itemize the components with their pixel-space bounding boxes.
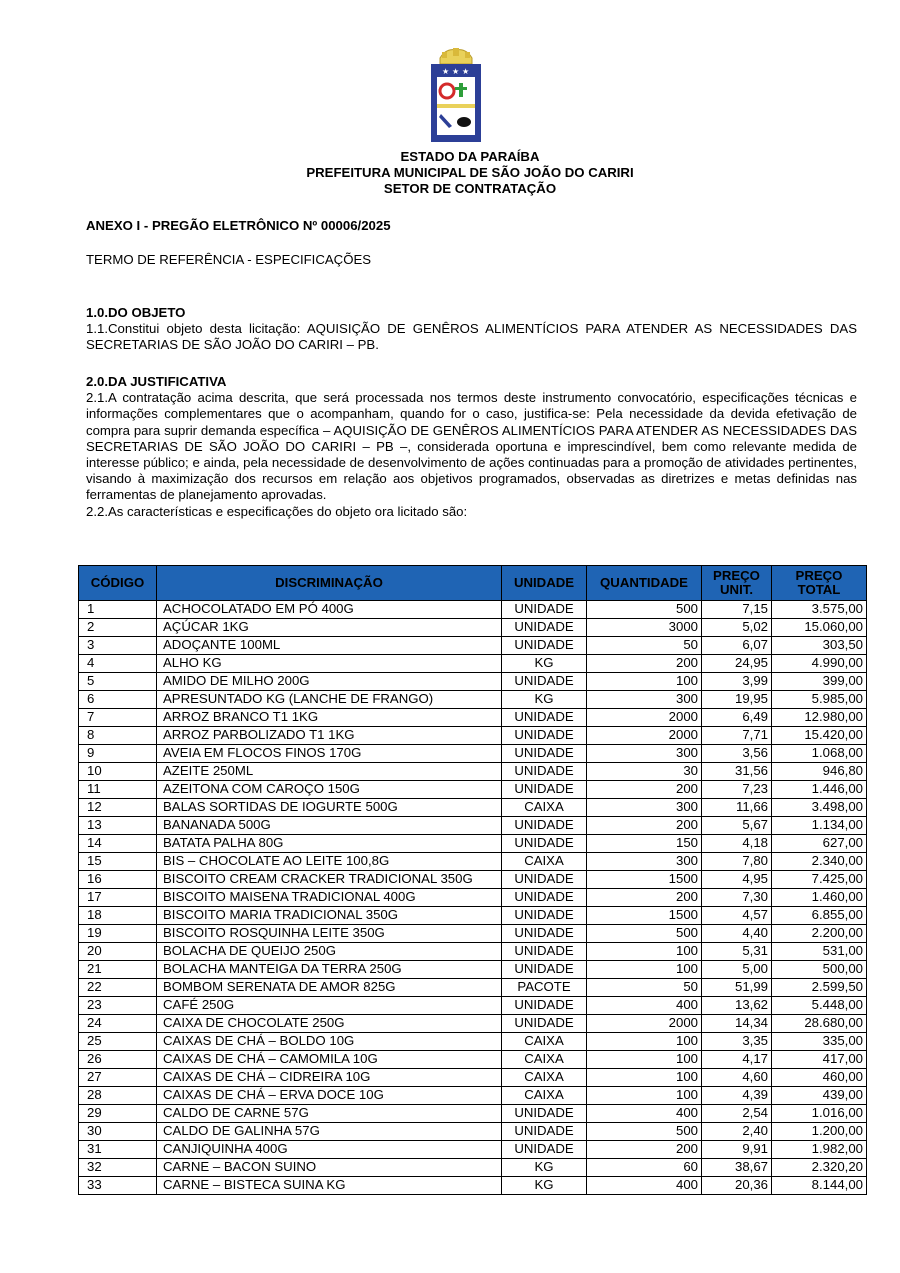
table-row [79,835,867,853]
cell-code: 15 [79,853,157,871]
table-row [79,1069,867,1087]
cell-unit: CAIXA [502,853,587,871]
cell-quantity: 200 [587,889,702,907]
cell-unit-price: 9,91 [702,1141,772,1159]
cell-total-price: 439,00 [772,1087,867,1105]
cell-unit: UNIDADE [502,889,587,907]
cell-code: 33 [79,1177,157,1195]
termo-title: TERMO DE REFERÊNCIA - ESPECIFICAÇÕES [86,252,372,267]
cell-unit: UNIDADE [502,673,587,691]
cell-description: CAIXAS DE CHÁ – CIDREIRA 10G [157,1069,502,1087]
cell-unit-price: 6,49 [702,709,772,727]
cell-quantity: 100 [587,1051,702,1069]
cell-code: 32 [79,1159,157,1177]
cell-quantity: 300 [587,745,702,763]
column-header: PREÇO TOTAL [772,566,867,601]
table-row [79,691,867,709]
cell-unit: UNIDADE [502,997,587,1015]
cell-code: 3 [79,637,157,655]
column-header: UNIDADE [502,566,587,601]
cell-quantity: 500 [587,1123,702,1141]
cell-code: 8 [79,727,157,745]
cell-unit-price: 5,67 [702,817,772,835]
cell-total-price: 946,80 [772,763,867,781]
section-objeto-text: 1.1.Constitui objeto desta licitação: AQUISIÇÃO DE GENÊROS ALIMENTÍCIOS PARA ATENDER AS NECESSIDADES DAS SECRETARIAS DE SÃO JOÃO DO CARIRI – PB. [86,321,857,353]
municipal-crest-icon [428,44,484,144]
cell-unit-price: 38,67 [702,1159,772,1177]
table-row [79,655,867,673]
cell-total-price: 12.980,00 [772,709,867,727]
cell-unit: UNIDADE [502,709,587,727]
cell-unit: UNIDADE [502,1141,587,1159]
table-row [79,961,867,979]
section-justificativa-text2: 2.2.As características e especificações do objeto ora licitado são: [86,503,468,519]
cell-quantity: 300 [587,853,702,871]
cell-total-price: 1.460,00 [772,889,867,907]
cell-total-price: 1.446,00 [772,781,867,799]
cell-description: BISCOITO MAISENA TRADICIONAL 400G [157,889,502,907]
cell-code: 22 [79,979,157,997]
cell-unit: UNIDADE [502,1105,587,1123]
cell-unit: UNIDADE [502,745,587,763]
cell-unit-price: 51,99 [702,979,772,997]
cell-quantity: 2000 [587,709,702,727]
cell-total-price: 3.575,00 [772,601,867,619]
cell-quantity: 1500 [587,907,702,925]
cell-total-price: 2.599,50 [772,979,867,997]
cell-code: 23 [79,997,157,1015]
table-row [79,1141,867,1159]
cell-code: 2 [79,619,157,637]
cell-description: ALHO KG [157,655,502,673]
column-header: DISCRIMINAÇÃO [157,566,502,601]
cell-description: ARROZ PARBOLIZADO T1 1KG [157,727,502,745]
cell-code: 17 [79,889,157,907]
cell-unit-price: 7,30 [702,889,772,907]
cell-unit-price: 13,62 [702,997,772,1015]
cell-description: AZEITONA COM CAROÇO 150G [157,781,502,799]
cell-quantity: 200 [587,817,702,835]
cell-quantity: 100 [587,673,702,691]
table-row [79,997,867,1015]
cell-quantity: 500 [587,601,702,619]
cell-unit-price: 4,39 [702,1087,772,1105]
cell-code: 13 [79,817,157,835]
cell-code: 31 [79,1141,157,1159]
table-row [79,1051,867,1069]
cell-quantity: 100 [587,961,702,979]
svg-text:★: ★ [452,67,460,76]
cell-total-price: 15.060,00 [772,619,867,637]
cell-unit-price: 2,40 [702,1123,772,1141]
cell-description: CALDO DE CARNE 57G [157,1105,502,1123]
cell-total-price: 2.340,00 [772,853,867,871]
cell-quantity: 200 [587,781,702,799]
cell-unit-price: 3,56 [702,745,772,763]
cell-code: 9 [79,745,157,763]
table-body [79,601,867,1195]
cell-unit: UNIDADE [502,961,587,979]
cell-description: CAFÉ 250G [157,997,502,1015]
column-header: CÓDIGO [79,566,157,601]
table-row [79,889,867,907]
cell-total-price: 399,00 [772,673,867,691]
table-header-row [79,566,867,601]
cell-total-price: 500,00 [772,961,867,979]
cell-unit-price: 2,54 [702,1105,772,1123]
cell-total-price: 2.200,00 [772,925,867,943]
table-row [79,1033,867,1051]
cell-unit: UNIDADE [502,907,587,925]
cell-description: CARNE – BACON SUINO [157,1159,502,1177]
cell-quantity: 50 [587,979,702,997]
cell-code: 27 [79,1069,157,1087]
table-row [79,853,867,871]
cell-unit-price: 7,15 [702,601,772,619]
cell-code: 16 [79,871,157,889]
cell-unit-price: 14,34 [702,1015,772,1033]
cell-unit: CAIXA [502,1087,587,1105]
section-justificativa-text: 2.1.A contratação acima descrita, que será processada nos termos deste instrumento convocatório, especificações técnicas e informações complementares que o acompanham, quando for o caso, justifica-se: Pela necessidade da devida efetivação de compra para suprir demanda específica – AQUISIÇÃO DE GENÊROS ALIMENTÍCIOS PARA ATENDER AS NECESSIDADES DAS SECRETARIAS DE SÃO JOÃO DO CARIRI – PB –, considerada oportuna e imprescindível, bem como relevante medida de interesse público; e ainda, pela necessidade de desenvolvimento de ações continuadas para a promoção de atividades pertinentes, visando à maximização dos recursos em relação aos objetivos programados, observadas as diretrizes e metas definidas nas ferramentas de planejamento aprovadas. [86,390,857,503]
cell-code: 4 [79,655,157,673]
cell-description: BISCOITO MARIA TRADICIONAL 350G [157,907,502,925]
column-header: PREÇO UNIT. [702,566,772,601]
cell-description: AÇÚCAR 1KG [157,619,502,637]
cell-code: 1 [79,601,157,619]
cell-unit: UNIDADE [502,835,587,853]
cell-total-price: 460,00 [772,1069,867,1087]
cell-unit: PACOTE [502,979,587,997]
section-objeto-heading: 1.0.DO OBJETO [86,305,186,320]
cell-unit: UNIDADE [502,1123,587,1141]
cell-total-price: 303,50 [772,637,867,655]
cell-quantity: 400 [587,1105,702,1123]
table-row [79,673,867,691]
table-row [79,781,867,799]
cell-unit-price: 4,95 [702,871,772,889]
cell-quantity: 300 [587,799,702,817]
cell-code: 19 [79,925,157,943]
cell-total-price: 1.982,00 [772,1141,867,1159]
cell-unit: KG [502,1177,587,1195]
cell-quantity: 200 [587,1141,702,1159]
document-header [0,149,900,197]
cell-unit-price: 4,57 [702,907,772,925]
cell-unit-price: 31,56 [702,763,772,781]
cell-unit: CAIXA [502,799,587,817]
cell-description: BANANADA 500G [157,817,502,835]
cell-quantity: 150 [587,835,702,853]
table-row [79,601,867,619]
svg-text:★: ★ [462,67,470,76]
table-row [79,727,867,745]
cell-unit: UNIDADE [502,943,587,961]
cell-description: CAIXA DE CHOCOLATE 250G [157,1015,502,1033]
table-row [79,1123,867,1141]
cell-unit-price: 7,80 [702,853,772,871]
svg-text:★: ★ [442,67,450,76]
cell-quantity: 2000 [587,1015,702,1033]
table-row [79,943,867,961]
table-row [79,619,867,637]
cell-total-price: 8.144,00 [772,1177,867,1195]
cell-unit: CAIXA [502,1033,587,1051]
cell-unit: UNIDADE [502,727,587,745]
cell-quantity: 1500 [587,871,702,889]
cell-unit-price: 5,31 [702,943,772,961]
cell-unit-price: 5,02 [702,619,772,637]
cell-total-price: 1.200,00 [772,1123,867,1141]
section-objeto [86,305,857,354]
header-state: ESTADO DA PARAÍBA [400,149,540,164]
cell-total-price: 2.320,20 [772,1159,867,1177]
cell-quantity: 300 [587,691,702,709]
cell-quantity: 200 [587,655,702,673]
table-row [79,1105,867,1123]
table-row [79,763,867,781]
cell-description: ACHOCOLATADO EM PÓ 400G [157,601,502,619]
cell-unit-price: 3,35 [702,1033,772,1051]
header-sector: SETOR DE CONTRATAÇÃO [383,181,557,196]
cell-description: CANJIQUINHA 400G [157,1141,502,1159]
cell-quantity: 100 [587,1087,702,1105]
table-row [79,1177,867,1195]
table-row [79,637,867,655]
cell-total-price: 4.990,00 [772,655,867,673]
cell-quantity: 100 [587,1069,702,1087]
cell-total-price: 5.448,00 [772,997,867,1015]
table-row [79,925,867,943]
cell-total-price: 417,00 [772,1051,867,1069]
cell-code: 7 [79,709,157,727]
cell-code: 5 [79,673,157,691]
cell-total-price: 1.068,00 [772,745,867,763]
cell-unit: UNIDADE [502,817,587,835]
items-table [78,565,867,1195]
cell-description: CALDO DE GALINHA 57G [157,1123,502,1141]
cell-unit-price: 19,95 [702,691,772,709]
cell-code: 29 [79,1105,157,1123]
cell-total-price: 15.420,00 [772,727,867,745]
cell-quantity: 30 [587,763,702,781]
cell-code: 20 [79,943,157,961]
cell-unit: UNIDADE [502,781,587,799]
cell-quantity: 400 [587,997,702,1015]
cell-unit-price: 4,18 [702,835,772,853]
cell-unit-price: 4,17 [702,1051,772,1069]
cell-quantity: 60 [587,1159,702,1177]
cell-description: BOLACHA DE QUEIJO 250G [157,943,502,961]
cell-description: BIS – CHOCOLATE AO LEITE 100,8G [157,853,502,871]
table-row [79,745,867,763]
cell-description: ADOÇANTE 100ML [157,637,502,655]
cell-unit: UNIDADE [502,1015,587,1033]
table-row [79,817,867,835]
cell-description: BOMBOM SERENATA DE AMOR 825G [157,979,502,997]
cell-description: BISCOITO ROSQUINHA LEITE 350G [157,925,502,943]
cell-description: ARROZ BRANCO T1 1KG [157,709,502,727]
cell-quantity: 400 [587,1177,702,1195]
cell-unit-price: 5,00 [702,961,772,979]
cell-unit: UNIDADE [502,637,587,655]
table-row [79,1159,867,1177]
cell-description: BISCOITO CREAM CRACKER TRADICIONAL 350G [157,871,502,889]
cell-code: 28 [79,1087,157,1105]
cell-description: CAIXAS DE CHÁ – BOLDO 10G [157,1033,502,1051]
cell-description: CAIXAS DE CHÁ – ERVA DOCE 10G [157,1087,502,1105]
cell-code: 6 [79,691,157,709]
cell-total-price: 28.680,00 [772,1015,867,1033]
cell-unit: KG [502,1159,587,1177]
cell-unit-price: 4,40 [702,925,772,943]
cell-total-price: 627,00 [772,835,867,853]
cell-unit: UNIDADE [502,925,587,943]
cell-code: 18 [79,907,157,925]
cell-unit: KG [502,655,587,673]
cell-quantity: 50 [587,637,702,655]
cell-quantity: 2000 [587,727,702,745]
cell-total-price: 531,00 [772,943,867,961]
cell-total-price: 7.425,00 [772,871,867,889]
cell-code: 12 [79,799,157,817]
cell-description: AVEIA EM FLOCOS FINOS 170G [157,745,502,763]
cell-quantity: 500 [587,925,702,943]
cell-code: 21 [79,961,157,979]
cell-unit: CAIXA [502,1051,587,1069]
cell-unit-price: 20,36 [702,1177,772,1195]
section-justificativa [86,374,857,520]
cell-description: CAIXAS DE CHÁ – CAMOMILA 10G [157,1051,502,1069]
cell-description: AMIDO DE MILHO 200G [157,673,502,691]
cell-description: APRESUNTADO KG (LANCHE DE FRANGO) [157,691,502,709]
cell-code: 26 [79,1051,157,1069]
cell-total-price: 6.855,00 [772,907,867,925]
cell-unit: UNIDADE [502,871,587,889]
cell-unit: CAIXA [502,1069,587,1087]
cell-total-price: 5.985,00 [772,691,867,709]
header-municipality: PREFEITURA MUNICIPAL DE SÃO JOÃO DO CARIRI [306,165,634,180]
table-row [79,799,867,817]
section-justificativa-heading: 2.0.DA JUSTIFICATIVA [86,374,227,389]
cell-quantity: 100 [587,1033,702,1051]
cell-description: BOLACHA MANTEIGA DA TERRA 250G [157,961,502,979]
cell-description: AZEITE 250ML [157,763,502,781]
cell-unit-price: 3,99 [702,673,772,691]
cell-description: BALAS SORTIDAS DE IOGURTE 500G [157,799,502,817]
cell-unit-price: 11,66 [702,799,772,817]
cell-total-price: 1.016,00 [772,1105,867,1123]
cell-code: 14 [79,835,157,853]
cell-unit-price: 6,07 [702,637,772,655]
cell-total-price: 1.134,00 [772,817,867,835]
table-row [79,871,867,889]
cell-description: BATATA PALHA 80G [157,835,502,853]
cell-unit-price: 24,95 [702,655,772,673]
cell-code: 30 [79,1123,157,1141]
table-row [79,1015,867,1033]
cell-quantity: 100 [587,943,702,961]
annex-title: ANEXO I - PREGÃO ELETRÔNICO Nº 00006/2025 [86,218,391,233]
cell-unit: UNIDADE [502,601,587,619]
cell-unit: UNIDADE [502,763,587,781]
column-header: QUANTIDADE [587,566,702,601]
table-row [79,1087,867,1105]
cell-code: 10 [79,763,157,781]
cell-total-price: 3.498,00 [772,799,867,817]
cell-code: 24 [79,1015,157,1033]
cell-unit-price: 7,71 [702,727,772,745]
cell-quantity: 3000 [587,619,702,637]
cell-description: CARNE – BISTECA SUINA KG [157,1177,502,1195]
table-row [79,907,867,925]
cell-unit: KG [502,691,587,709]
table-row [79,979,867,997]
cell-unit: UNIDADE [502,619,587,637]
table-row [79,709,867,727]
cell-unit-price: 7,23 [702,781,772,799]
cell-unit-price: 4,60 [702,1069,772,1087]
cell-code: 11 [79,781,157,799]
cell-code: 25 [79,1033,157,1051]
cell-total-price: 335,00 [772,1033,867,1051]
